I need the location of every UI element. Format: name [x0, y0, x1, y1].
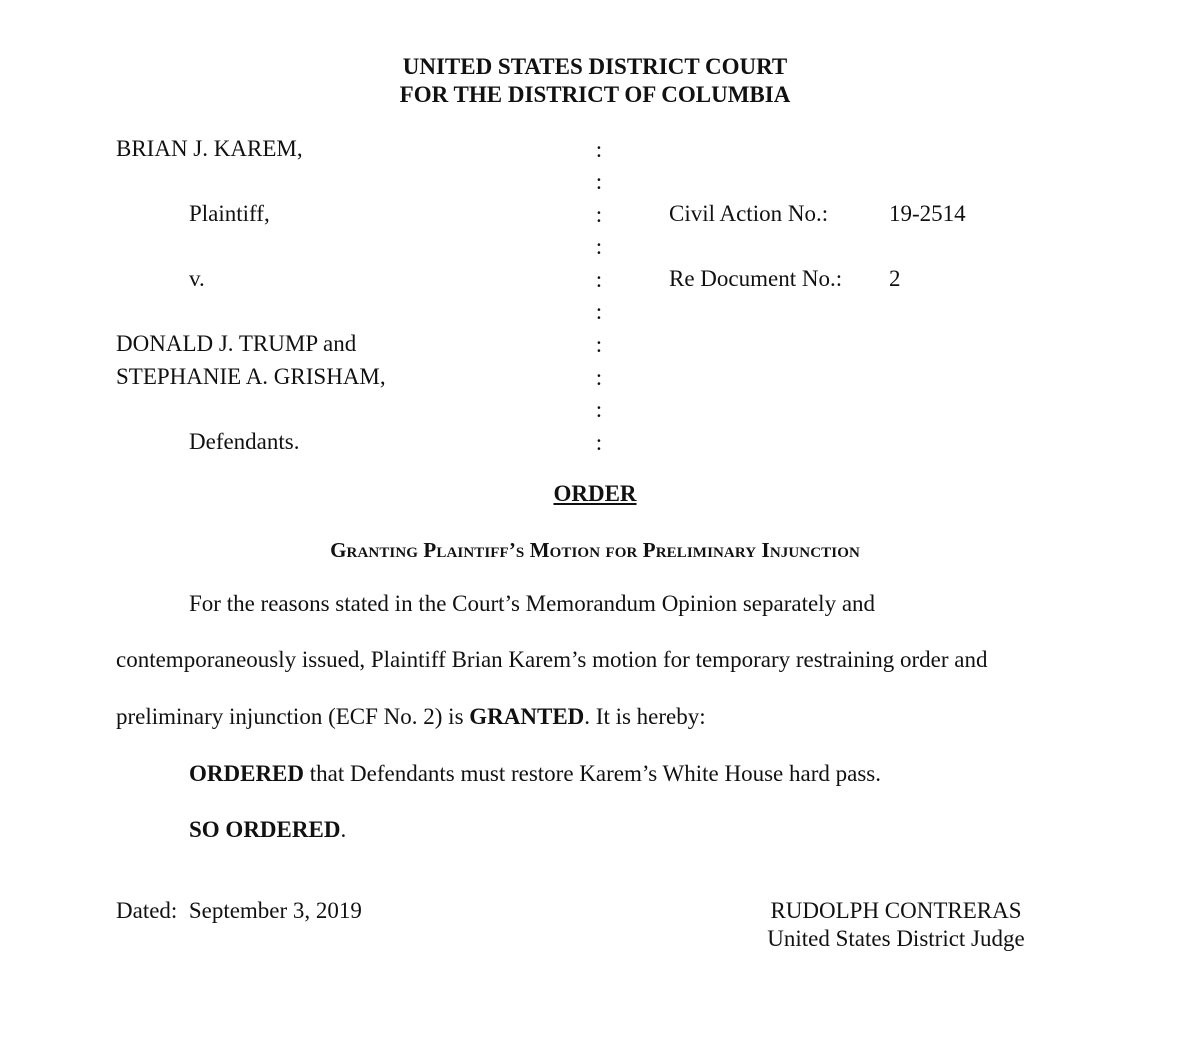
ordered-keyword: ORDERED [189, 761, 305, 786]
caption-separator: : [595, 332, 603, 357]
versus-label: v. [189, 266, 205, 291]
order-paragraph-line-1: For the reasons stated in the Court’s Memorandum Opinion separately and [189, 591, 876, 616]
caption-separator: : [595, 365, 603, 390]
granted-text: GRANTED [469, 704, 585, 729]
order-paragraph-line-3 [116, 704, 706, 730]
caption-separator: : [595, 169, 603, 194]
defendant-role: Defendants. [189, 429, 300, 454]
dated-label: Dated: [116, 898, 178, 923]
caption-separator: : [595, 299, 603, 324]
re-document-number: 2 [889, 266, 901, 291]
caption-separator: : [595, 430, 603, 455]
caption-separator: : [595, 267, 603, 292]
judge-name: RUDOLPH CONTRERAS [770, 898, 1022, 923]
order-title: ORDER [553, 481, 637, 506]
caption-separator: : [595, 137, 603, 162]
defendant-name-2: STEPHANIE A. GRISHAM, [116, 364, 386, 389]
plaintiff-role: Plaintiff, [189, 201, 270, 226]
so-ordered-period: . [340, 817, 347, 842]
court-name: UNITED STATES DISTRICT COURT [402, 54, 788, 79]
plaintiff-name: BRIAN J. KAREM, [116, 136, 303, 161]
ordered-clause [189, 761, 881, 787]
dated-value: September 3, 2019 [188, 898, 362, 923]
order-paragraph-text: preliminary injunction (ECF No. 2) is [116, 704, 470, 729]
order-paragraph-text: . It is hereby: [584, 704, 706, 729]
caption-separator: : [595, 202, 603, 227]
dated-line [116, 898, 362, 924]
ordered-text: that Defendants must restore Karem’s White House hard pass. [304, 761, 881, 786]
so-ordered-keyword: SO ORDERED [189, 817, 341, 842]
civil-action-label: Civil Action No.: [669, 201, 829, 226]
judge-title: United States District Judge [767, 926, 1025, 951]
order-subtitle: Granting Plaintiff’s Motion for Preliminary Injunction [330, 538, 860, 562]
defendant-name-1: DONALD J. TRUMP and [116, 331, 357, 356]
caption-separator: : [595, 397, 603, 422]
re-document-label: Re Document No.: [669, 266, 843, 291]
civil-action-number: 19-2514 [889, 201, 966, 226]
so-ordered-clause [189, 817, 346, 843]
caption-separator: : [595, 234, 603, 259]
court-district: FOR THE DISTRICT OF COLUMBIA [399, 82, 791, 107]
order-paragraph-line-2: contemporaneously issued, Plaintiff Brian Karem’s motion for temporary restraining order and [116, 647, 988, 672]
